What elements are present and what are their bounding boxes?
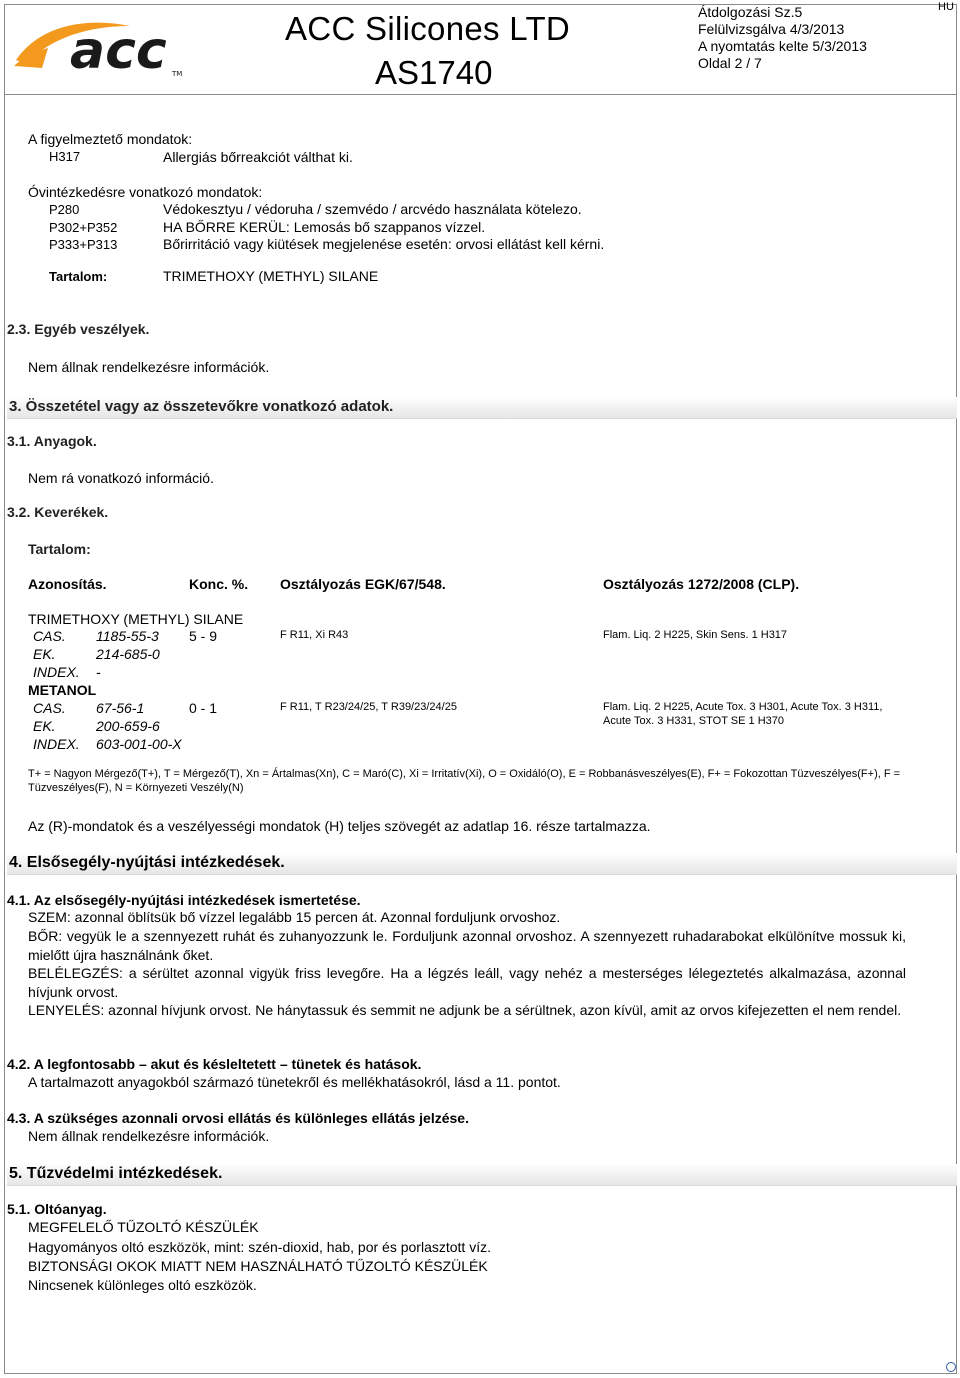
col-header-egk: Osztályozás EGK/67/548. (280, 576, 446, 592)
index-label: INDEX. (33, 664, 80, 680)
h-text: Allergiás bőrreakciót válthat ki. (163, 149, 353, 165)
section-3-1-title: 3.1. Anyagok. (7, 433, 97, 449)
review-date: Felülvizsgálva 4/3/2013 (698, 21, 845, 37)
page-number: Oldal 2 / 7 (698, 55, 762, 71)
p-text: Védokesztyu / védoruha / szemvédo / arcvédo használata kötelezo. (163, 201, 582, 217)
section-4-1-title: 4.1. Az elsősegély-nyújtási intézkedések ismertetése. (7, 892, 361, 908)
section-4-3-text: Nem állnak rendelkezésre információk. (28, 1128, 270, 1144)
egk-classification: F R11, T R23/24/25, T R39/23/24/25 (280, 701, 457, 713)
cas-label: CAS. (33, 700, 66, 716)
egk-classification: F R11, Xi R43 (280, 629, 349, 641)
classification-legend: T+ = Nagyon Mérgező(T+), T = Mérgező(T), Xn = Ártalmas(Xn), C = Maró(C), Xi = Irritatív(Xi), O = Oxidáló(O), E = Robbanásveszélyes(E), F+ = Fokozottan Tüzveszélyes(F+), F = (28, 768, 901, 780)
col-header-id: Azonosítás. (28, 576, 107, 592)
cas-number: 67-56-1 (96, 700, 145, 716)
unsuitable-extinguisher-text: Nincsenek különleges oltó eszközök. (28, 1277, 257, 1293)
p-code: P302+P352 (49, 220, 118, 235)
first-aid-ingestion: LENYELÉS: azonnal hívjunk orvost. Ne hánytassuk és semmit ne adjunk be a sérültnek, azon kívül, amit az orvos kifejezetten el nem rendel. (28, 1002, 902, 1018)
section-4-header (7, 853, 957, 875)
section-4-2-text: A tartalmazott anyagokból származó tünetekről és mellékhatásokról, lásd a 11. pontot. (28, 1074, 561, 1090)
revision-number: Átdolgozási Sz.5 (698, 4, 803, 20)
section-3-title: 3. Összetétel vagy az összetevőkre vonatkozó adatok. (9, 398, 394, 415)
col-header-clp: Osztályozás 1272/2008 (CLP). (603, 576, 800, 592)
first-aid-skin: BŐR: vegyük le a szennyezett ruhát és zuhanyozzunk le. Forduljunk azonnal orvoshoz. A szennyezett ruhadarabokat elkülönítve mossuk ki, mielőtt újra használnánk őket. (28, 928, 906, 963)
product-code: AS1740 (375, 54, 493, 91)
index-number: - (96, 664, 101, 680)
substance-name: TRIMETHOXY (METHYL) SILANE (28, 611, 244, 627)
p-text: Bőrirritáció vagy kiütések megjelenése esetén: orvosi ellátást kell kérni. (163, 236, 605, 252)
section-3-header (7, 397, 957, 419)
index-number: 603-001-00-X (96, 736, 182, 752)
mixture-content-label: Tartalom: (28, 541, 91, 557)
concentration: 5 - 9 (189, 628, 218, 644)
suitable-extinguisher-title: MEGFELELŐ TŰZOLTÓ KÉSZÜLÉK (28, 1219, 259, 1235)
p-code: P280 (49, 202, 80, 217)
acc-logo (12, 12, 192, 78)
section-5-1-title: 5.1. Oltóanyag. (7, 1201, 107, 1217)
first-aid-inhalation: BELÉLEGZÉS: a sérültet azonnal vigyük friss levegőre. Ha a légzés leáll, vagy nehéz a mesterséges lélegeztetés alkalmazása, azonnal hívjunk orvost. (28, 965, 906, 1000)
language-code: HU (938, 1, 954, 13)
section-5-header (7, 1164, 957, 1186)
unsuitable-extinguisher-title: BIZTONSÁGI OKOK MIATT NEM HASZNÁLHATÓ TŰZOLTÓ KÉSZÜLÉK (28, 1258, 488, 1274)
clp-classification: Flam. Liq. 2 H225, Acute Tox. 3 H301, Acute Tox. 3 H311, (603, 701, 883, 713)
index-label: INDEX. (33, 736, 80, 752)
company-name: ACC Silicones LTD (285, 10, 571, 47)
section-5-title: 5. Tűzvédelmi intézkedések. (9, 1165, 223, 1182)
section-4-3-title: 4.3. A szükséges azonnali orvosi ellátás és különleges ellátás jelzése. (7, 1110, 469, 1126)
section-2-3-text: Nem állnak rendelkezésre információk. (28, 359, 270, 375)
cas-number: 1185-55-3 (96, 628, 159, 644)
section-4-title: 4. Elsősegély-nyújtási intézkedések. (9, 854, 285, 871)
ek-number: 214-685-0 (96, 646, 160, 662)
r-h-phrases-note: Az (R)-mondatok és a veszélyességi mondatok (H) teljes szövegét az adatlap 16. része tartalmazza. (28, 818, 651, 834)
p-text: HA BŐRRE KERÜL: Lemosás bő szappanos vízzel. (163, 219, 486, 235)
clp-classification: Acute Tox. 3 H331, STOT SE 1 H370 (603, 715, 784, 727)
print-date: A nyomtatás kelte 5/3/2013 (698, 38, 867, 54)
logo-tm: TM (172, 70, 183, 78)
revision-info (698, 4, 867, 72)
suitable-extinguisher-text: Hagyományos oltó eszközök, mint: szén-dioxid, hab, por és porlasztott víz. (28, 1239, 491, 1255)
precautionary-title: Óvintézkedésre vonatkozó mondatok: (28, 184, 263, 200)
classification-legend: Tüzveszélyes(F), N = Környezeti Veszély(N) (28, 782, 244, 794)
concentration: 0 - 1 (189, 700, 218, 716)
p-code: P333+P313 (49, 237, 118, 252)
header-divider (4, 94, 957, 95)
copyright-icon (946, 1362, 956, 1372)
ek-number: 200-659-6 (96, 718, 160, 734)
ek-label: EK. (33, 646, 56, 662)
hazard-statements-title: A figyelmeztető mondatok: (28, 131, 193, 147)
content-value: TRIMETHOXY (METHYL) SILANE (163, 268, 379, 284)
substance-name: METANOL (28, 682, 97, 698)
clp-classification: Flam. Liq. 2 H225, Skin Sens. 1 H317 (603, 629, 788, 641)
cas-label: CAS. (33, 628, 66, 644)
h-code: H317 (49, 149, 81, 164)
section-2-3-title: 2.3. Egyéb veszélyek. (7, 321, 150, 337)
content-label: Tartalom: (49, 269, 108, 284)
col-header-konc: Konc. %. (189, 576, 249, 592)
first-aid-eye: SZEM: azonnal öblítsük bő vízzel legalább 15 percen át. Azonnal forduljunk orvoshoz. (28, 909, 561, 925)
logo-text: acc (70, 21, 167, 78)
section-3-1-text: Nem rá vonatkozó információ. (28, 470, 214, 486)
section-3-2-title: 3.2. Keverékek. (7, 504, 109, 520)
ek-label: EK. (33, 718, 56, 734)
section-4-2-title: 4.2. A legfontosabb – akut és késleltetett – tünetek és hatások. (7, 1056, 422, 1072)
